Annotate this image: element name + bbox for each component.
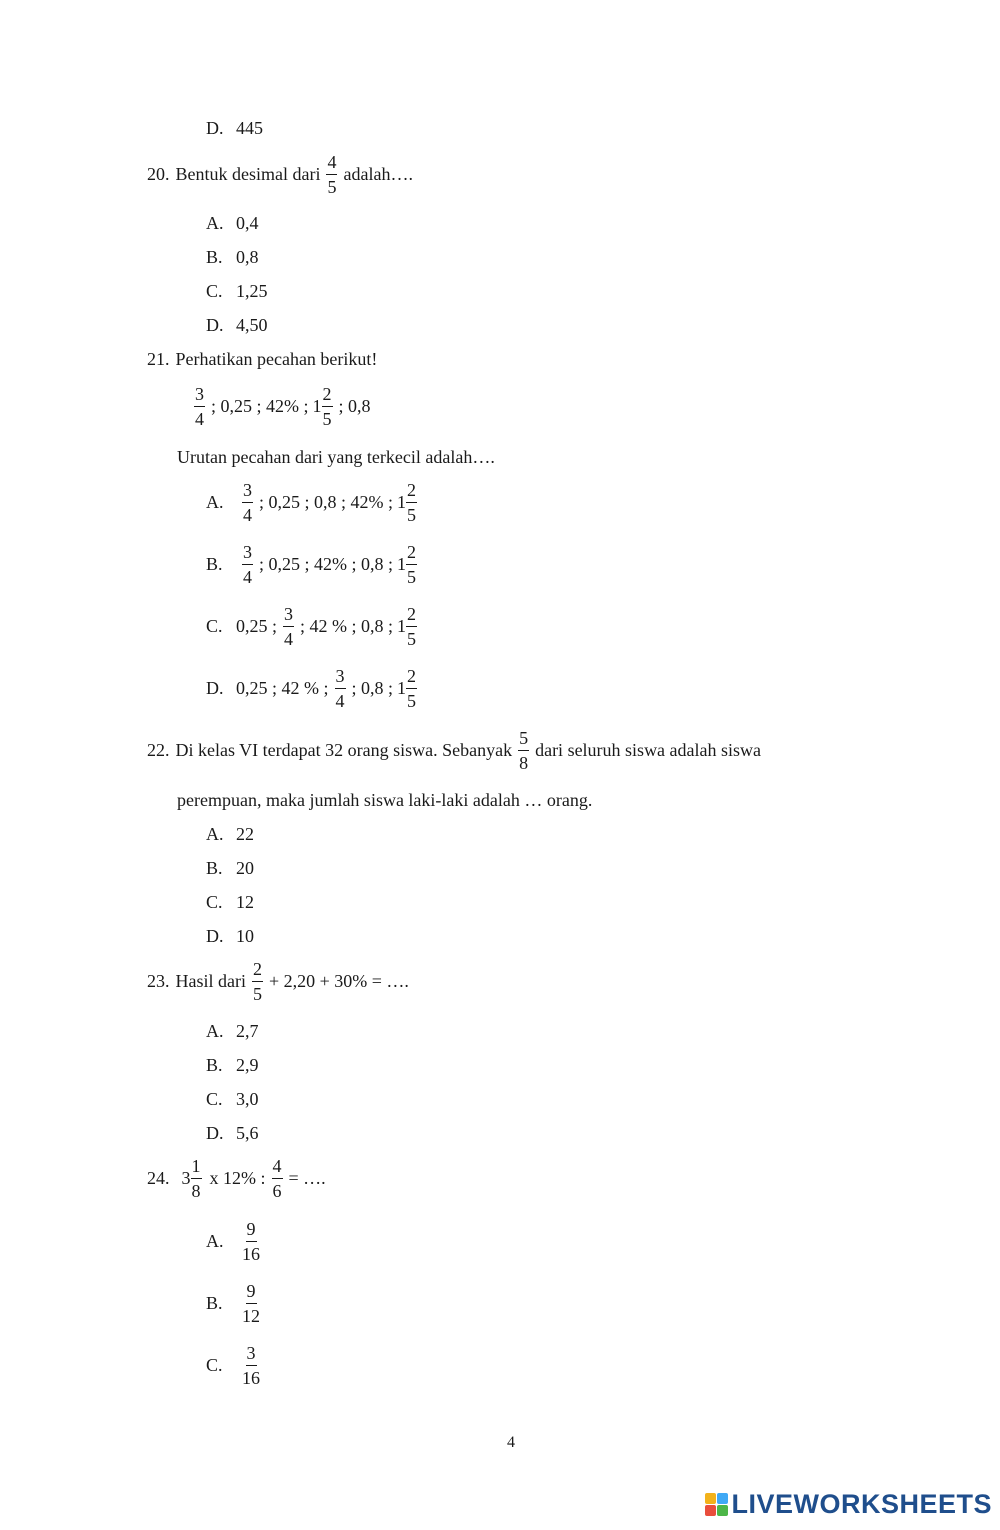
option-c-q21 bbox=[206, 605, 417, 648]
question-number: 23. bbox=[147, 971, 170, 991]
denominator: 4 bbox=[335, 691, 345, 711]
option-c-q23 bbox=[206, 1089, 259, 1110]
question-text: + 2,20 + 30% = …. bbox=[268, 971, 409, 991]
whole-part: 3 bbox=[181, 1168, 191, 1188]
numerator: 3 bbox=[283, 605, 294, 627]
question-21 bbox=[147, 349, 377, 370]
numerator: 2 bbox=[322, 385, 333, 407]
option-label: B. bbox=[206, 1055, 223, 1075]
numerator: 3 bbox=[242, 543, 253, 565]
denominator: 4 bbox=[284, 629, 294, 649]
mixed-number bbox=[397, 605, 417, 648]
fraction bbox=[406, 543, 417, 586]
numerator: 3 bbox=[242, 481, 253, 503]
option-b-q20 bbox=[206, 247, 259, 268]
denominator: 4 bbox=[243, 567, 252, 587]
whole-part: 1 bbox=[312, 396, 322, 416]
fraction bbox=[242, 1220, 260, 1263]
option-d-q22 bbox=[206, 926, 254, 947]
question-number: 20. bbox=[147, 164, 170, 184]
question-number: 21. bbox=[147, 349, 170, 369]
question-text: x 12% : bbox=[209, 1168, 266, 1188]
liveworksheets-logo-icon bbox=[705, 1493, 728, 1516]
fraction bbox=[242, 1282, 260, 1325]
given-text: ; 0,25 ; 42% ; bbox=[211, 396, 309, 416]
option-text: 0,25 ; bbox=[236, 616, 278, 636]
fraction bbox=[283, 605, 294, 648]
numerator: 9 bbox=[246, 1220, 257, 1242]
numerator: 4 bbox=[326, 153, 337, 175]
option-text: 0,8 bbox=[236, 247, 259, 267]
mixed-number bbox=[182, 1157, 202, 1200]
numerator: 2 bbox=[406, 481, 417, 503]
option-label: C. bbox=[206, 892, 223, 912]
option-label: B. bbox=[206, 858, 223, 878]
numerator: 3 bbox=[194, 385, 205, 407]
option-b-q23 bbox=[206, 1055, 259, 1076]
option-label: B. bbox=[206, 554, 223, 574]
denominator: 5 bbox=[407, 505, 416, 525]
option-label: D. bbox=[206, 678, 224, 698]
option-c-q22 bbox=[206, 892, 254, 913]
option-text: 20 bbox=[236, 858, 254, 878]
numerator: 3 bbox=[335, 667, 346, 689]
option-text: 0,25 ; 42 % ; bbox=[236, 678, 329, 698]
option-a-q20 bbox=[206, 213, 259, 234]
fraction bbox=[326, 153, 337, 196]
question-text: Hasil dari bbox=[175, 971, 246, 991]
question-number: 22. bbox=[147, 740, 170, 760]
option-label: B. bbox=[206, 247, 223, 267]
mixed-number bbox=[397, 481, 417, 524]
option-a-q24 bbox=[206, 1220, 266, 1263]
fraction bbox=[191, 1157, 202, 1200]
option-text: 12 bbox=[236, 892, 254, 912]
option-a-q23 bbox=[206, 1021, 259, 1042]
fraction bbox=[252, 960, 263, 1003]
numerator: 4 bbox=[272, 1157, 283, 1179]
option-d-q20 bbox=[206, 315, 268, 336]
option-text: ; 0,25 ; 0,8 ; 42% ; bbox=[259, 492, 393, 512]
numerator: 3 bbox=[246, 1344, 257, 1366]
mixed-number bbox=[397, 543, 417, 586]
option-label: D. bbox=[206, 1123, 224, 1143]
option-text: 22 bbox=[236, 824, 254, 844]
option-text: 3,0 bbox=[236, 1089, 259, 1109]
whole-part: 1 bbox=[397, 554, 406, 574]
page-number: 4 bbox=[507, 1434, 515, 1451]
option-label: D. bbox=[206, 926, 224, 946]
question-text: Perhatikan pecahan berikut! bbox=[175, 349, 378, 369]
question-text: dari seluruh siswa adalah siswa bbox=[535, 740, 762, 760]
option-b-q22 bbox=[206, 858, 254, 879]
mixed-number bbox=[397, 667, 417, 710]
numerator: 2 bbox=[406, 543, 417, 565]
question-20 bbox=[147, 153, 413, 196]
denominator: 5 bbox=[327, 177, 337, 197]
question-24 bbox=[147, 1157, 326, 1200]
option-text: 0,4 bbox=[236, 213, 259, 233]
fraction bbox=[406, 605, 417, 648]
denominator: 5 bbox=[407, 629, 417, 649]
logo-text: LIVEWORKSHEETS bbox=[731, 1489, 992, 1519]
option-a-q22 bbox=[206, 824, 254, 845]
mixed-number bbox=[313, 385, 333, 428]
option-text: ; 0,25 ; 42% ; 0,8 ; bbox=[259, 554, 393, 574]
denominator: 4 bbox=[243, 505, 252, 525]
given-text: ; 0,8 bbox=[338, 396, 371, 416]
denominator: 5 bbox=[407, 691, 417, 711]
denominator: 16 bbox=[242, 1244, 260, 1264]
fraction bbox=[272, 1157, 283, 1200]
option-text: 2,9 bbox=[236, 1055, 259, 1075]
numerator: 1 bbox=[191, 1157, 202, 1179]
option-label: A. bbox=[206, 1021, 224, 1041]
numerator: 2 bbox=[406, 667, 417, 689]
denominator: 16 bbox=[242, 1368, 260, 1388]
option-text: 445 bbox=[236, 118, 263, 138]
denominator: 8 bbox=[191, 1181, 201, 1201]
fraction bbox=[406, 667, 417, 710]
denominator: 5 bbox=[322, 409, 332, 429]
fraction bbox=[242, 481, 253, 524]
fraction bbox=[406, 481, 417, 524]
denominator: 6 bbox=[272, 1181, 282, 1201]
denominator: 12 bbox=[242, 1306, 260, 1326]
denominator: 5 bbox=[252, 984, 262, 1004]
option-b-q24 bbox=[206, 1282, 266, 1325]
option-text: 2,7 bbox=[236, 1021, 259, 1041]
liveworksheets-logo[interactable] bbox=[705, 1489, 992, 1520]
question-instruction: Urutan pecahan dari yang terkecil adalah…. bbox=[177, 447, 495, 467]
option-label: D. bbox=[206, 315, 224, 335]
question-text: Bentuk desimal dari bbox=[175, 164, 321, 184]
option-d-q23 bbox=[206, 1123, 259, 1144]
option-label: C. bbox=[206, 281, 223, 301]
denominator: 5 bbox=[407, 567, 416, 587]
fraction bbox=[242, 1344, 260, 1387]
numerator: 2 bbox=[406, 605, 417, 627]
option-text: 4,50 bbox=[236, 315, 268, 335]
fraction bbox=[335, 667, 346, 710]
option-a-q21 bbox=[206, 481, 417, 524]
option-text: 1,25 bbox=[236, 281, 268, 301]
whole-part: 1 bbox=[397, 492, 406, 512]
option-label: C. bbox=[206, 1089, 223, 1109]
option-label: D. bbox=[206, 118, 224, 138]
numerator: 5 bbox=[518, 729, 529, 751]
denominator: 4 bbox=[195, 409, 204, 429]
question-text: Di kelas VI terdapat 32 orang siswa. Sebanyak bbox=[175, 740, 513, 760]
question-text: adalah…. bbox=[343, 164, 413, 184]
option-label: A. bbox=[206, 492, 224, 512]
option-label: B. bbox=[206, 1293, 223, 1313]
option-label: C. bbox=[206, 1355, 223, 1375]
fraction bbox=[518, 729, 529, 772]
fraction bbox=[242, 543, 253, 586]
option-label: A. bbox=[206, 1231, 224, 1251]
question-23 bbox=[147, 960, 409, 1003]
denominator: 8 bbox=[519, 753, 529, 773]
option-label: A. bbox=[206, 824, 224, 844]
whole-part: 1 bbox=[397, 616, 407, 636]
option-b-q21 bbox=[206, 543, 417, 586]
fraction bbox=[322, 385, 333, 428]
option-text: 5,6 bbox=[236, 1123, 259, 1143]
option-text: 10 bbox=[236, 926, 254, 946]
given-fractions bbox=[188, 385, 371, 428]
option-label: A. bbox=[206, 213, 224, 233]
numerator: 9 bbox=[246, 1282, 257, 1304]
option-text: ; 42 % ; 0,8 ; bbox=[300, 616, 394, 636]
option-c-q24 bbox=[206, 1344, 266, 1387]
numerator: 2 bbox=[252, 960, 263, 982]
option-d-q19 bbox=[206, 118, 263, 139]
whole-part: 1 bbox=[397, 678, 407, 698]
question-22 bbox=[147, 729, 761, 772]
question-text-line2: perempuan, maka jumlah siswa laki-laki adalah … orang. bbox=[177, 790, 593, 810]
fraction bbox=[194, 385, 205, 428]
question-number: 24. bbox=[147, 1168, 170, 1188]
option-d-q21 bbox=[206, 667, 417, 710]
option-label: C. bbox=[206, 616, 223, 636]
option-text: ; 0,8 ; bbox=[351, 678, 394, 698]
option-c-q20 bbox=[206, 281, 268, 302]
question-text: = …. bbox=[288, 1168, 326, 1188]
